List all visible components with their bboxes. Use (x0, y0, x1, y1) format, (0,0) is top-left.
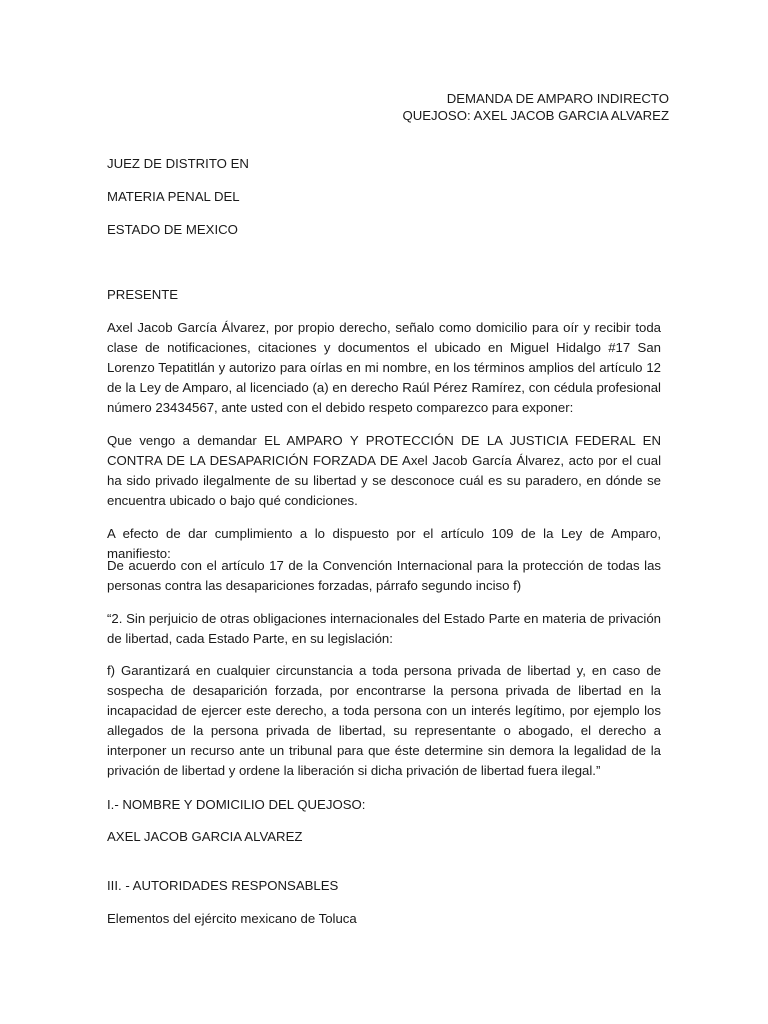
section-3-heading: III. - AUTORIDADES RESPONSABLES (107, 878, 339, 893)
presente-label: PRESENTE (107, 287, 179, 302)
paragraph-quote-f: f) Garantizará en cualquier circunstancia a toda persona privada de libertad y, en caso de sospecha de desaparición forzada, por encontrarse la persona privada de libertad en la incapacidad de ejercer este derecho, a toda persona con un interés legítimo, por ejemplo los allegados de la persona privada de libertad, su representante o abogado, el derecho a interponer un recurso ante un tribunal para que éste determine sin demora la legalidad de la privación de libertad y ordene la liberación si dicha privación de libertad fuera ilegal.” (107, 663, 661, 778)
section-3-value: Elementos del ejército mexicano de Toluca (107, 911, 357, 926)
section-1-value: AXEL JACOB GARCIA ALVAREZ (107, 829, 303, 844)
addressee-line-1: JUEZ DE DISTRITO EN (107, 156, 249, 171)
document-header (402, 90, 669, 124)
complainant-line: QUEJOSO: AXEL JACOB GARCIA ALVAREZ (402, 108, 669, 123)
paragraph-article-109: A efecto de dar cumplimiento a lo dispuesto por el artículo 109 de la Ley de Amparo, manifiesto: (107, 526, 661, 561)
addressee-line-2: MATERIA PENAL DEL (107, 189, 240, 204)
paragraph-quote-2: “2. Sin perjuicio de otras obligaciones internacionales del Estado Parte en materia de privación de libertad, cada Estado Parte, en su legislación: (107, 611, 661, 646)
section-1-heading: I.- NOMBRE Y DOMICILIO DEL QUEJOSO: (107, 797, 366, 812)
paragraph-demand: Que vengo a demandar EL AMPARO Y PROTECCIÓN DE LA JUSTICIA FEDERAL EN CONTRA DE LA DESAPARICIÓN FORZADA DE Axel Jacob García Álvarez, acto por el cual ha sido privado ilegalmente de su libertad y se desconoce cuál es su paradero, en dónde se encuentra ubicado o bajo qué condiciones. (107, 433, 661, 508)
paragraph-intro: Axel Jacob García Álvarez, por propio derecho, señalo como domicilio para oír y recibir toda clase de notificaciones, citaciones y documentos el ubicado en Miguel Hidalgo #17 San Lorenzo Tepatitlán y autorizo para oírlas en mi nombre, en los términos amplios del artículo 12 de la Ley de Amparo, al licenciado (a) en derecho Raúl Pérez Ramírez, con cédula profesional número 23434567, ante usted con el debido respeto comparezco para exponer: (107, 320, 661, 415)
paragraph-convention: De acuerdo con el artículo 17 de la Convención Internacional para la protección de todas las personas contra las desapariciones forzadas, párrafo segundo inciso f) (107, 558, 661, 593)
addressee-line-3: ESTADO DE MEXICO (107, 222, 238, 237)
document-title: DEMANDA DE AMPARO INDIRECTO (446, 91, 669, 106)
